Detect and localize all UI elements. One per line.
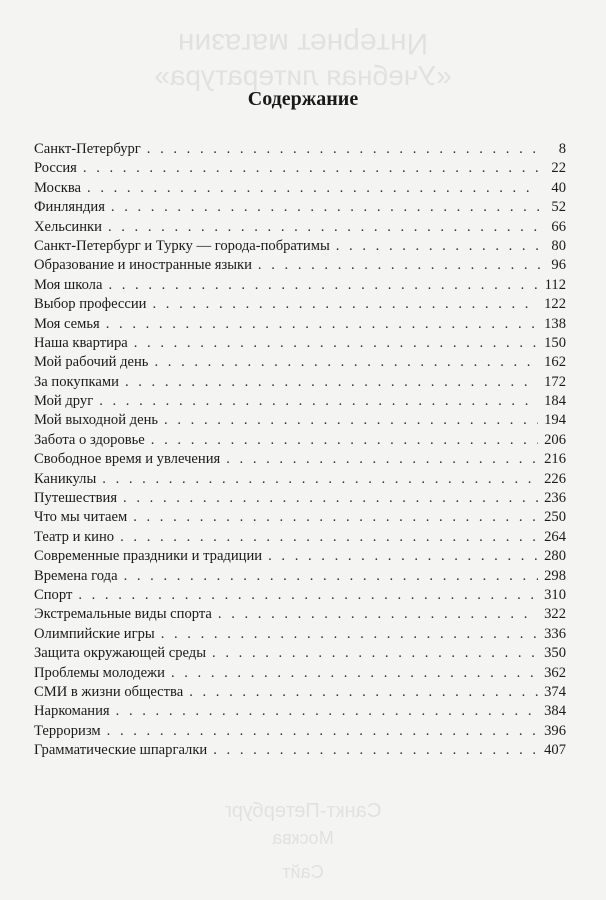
dot-leader: [268, 547, 538, 566]
toc-row: [34, 373, 566, 392]
toc-entry-page-number: 310: [544, 586, 566, 603]
toc-row: [34, 702, 566, 721]
toc-row: [34, 198, 566, 217]
dot-leader: [83, 159, 540, 178]
toc-entry-page-number: 194: [544, 412, 566, 429]
toc-entry-title: СМИ в жизни общества: [34, 683, 184, 700]
toc-entry-page-number: 264: [544, 528, 566, 545]
toc-entry-page-number: 52: [551, 199, 566, 216]
dot-leader: [78, 586, 538, 605]
dot-leader: [134, 334, 538, 353]
dot-leader: [99, 392, 538, 411]
bleed-through-line-1: Интернет магазин: [177, 27, 429, 60]
dot-leader: [106, 315, 538, 334]
toc-row: [34, 508, 566, 527]
dot-leader: [226, 450, 538, 469]
toc-entry-page-number: 250: [544, 509, 566, 526]
toc-row: [34, 218, 566, 237]
dot-leader: [218, 605, 538, 624]
toc-entry-page-number: 40: [551, 179, 566, 196]
toc-row: [34, 567, 566, 586]
toc-entry-page-number: 362: [544, 664, 566, 681]
toc-entry-title: Наша квартира: [34, 334, 128, 351]
bleed-through-line-3: Санкт-Петербург: [224, 800, 382, 822]
toc-row: [34, 450, 566, 469]
dot-leader: [171, 664, 538, 683]
toc-row: [34, 315, 566, 334]
dot-leader: [336, 237, 540, 256]
dot-leader: [164, 411, 538, 430]
toc-entry-title: Санкт-Петербург: [34, 140, 141, 157]
toc-entry-page-number: 66: [551, 218, 566, 235]
toc-row: [34, 489, 566, 508]
bleed-through-line-2: «Учебная литература»: [154, 60, 452, 91]
bleed-through-line-5: Сайт: [282, 862, 324, 882]
toc-row: [34, 741, 566, 760]
dot-leader: [120, 528, 538, 547]
dot-leader: [133, 508, 538, 527]
toc-row: [34, 470, 566, 489]
toc-entry-title: Защита окружающей среды: [34, 645, 207, 662]
dot-leader: [154, 353, 538, 372]
toc-row: [34, 276, 566, 295]
toc-entry-title: Свободное время и увлечения: [34, 451, 221, 468]
toc-entry-page-number: 374: [544, 683, 566, 700]
dot-leader: [125, 373, 538, 392]
dot-leader: [107, 722, 538, 741]
toc-entry-page-number: 236: [544, 490, 566, 507]
toc-row: [34, 683, 566, 702]
dot-leader: [108, 218, 540, 237]
toc-entry-page-number: 96: [551, 257, 566, 274]
toc-entry-page-number: 226: [544, 470, 566, 487]
dot-leader: [258, 256, 540, 275]
dot-leader: [102, 470, 538, 489]
toc-entry-title: Санкт-Петербург и Турку — города-побратимы: [34, 237, 330, 254]
toc-entry-title: Выбор профессии: [34, 296, 147, 313]
toc-entry-page-number: 112: [544, 276, 566, 293]
dot-leader: [124, 567, 539, 586]
dot-leader: [213, 741, 538, 760]
toc-entry-title: Образование и иностранные языки: [34, 257, 252, 274]
page-title: Содержание: [247, 88, 359, 110]
dot-leader: [108, 276, 538, 295]
toc-entry-page-number: 280: [544, 548, 566, 565]
toc-entry-page-number: 80: [551, 237, 566, 254]
toc-entry-title: Каникулы: [34, 470, 97, 487]
toc-entry-page-number: 336: [544, 625, 566, 642]
toc-entry-title: Современные праздники и традиции: [34, 548, 263, 565]
dot-leader: [111, 198, 540, 217]
toc-row: [34, 547, 566, 566]
toc-entry-title: Мой выходной день: [34, 412, 159, 429]
toc-entry-title: Терроризм: [34, 722, 101, 739]
toc-entry-page-number: 172: [544, 373, 566, 390]
toc-row: [34, 295, 566, 314]
toc-entry-title: Экстремальные виды спорта: [34, 606, 212, 623]
toc-entry-page-number: 350: [544, 645, 566, 662]
toc-entry-page-number: 122: [544, 296, 566, 313]
table-of-contents: [34, 140, 566, 761]
toc-row: [34, 664, 566, 683]
toc-entry-title: Хельсинки: [34, 218, 102, 235]
toc-entry-title: Россия: [34, 160, 77, 177]
toc-entry-title: Наркомания: [34, 703, 110, 720]
toc-entry-title: Времена года: [34, 567, 118, 584]
toc-entry-title: Что мы читаем: [34, 509, 128, 526]
toc-entry-title: Театр и кино: [34, 528, 115, 545]
dot-leader: [123, 489, 538, 508]
toc-row: [34, 392, 566, 411]
toc-entry-page-number: 216: [544, 451, 566, 468]
toc-entry-page-number: 162: [544, 354, 566, 371]
dot-leader: [147, 140, 540, 159]
toc-row: [34, 605, 566, 624]
dot-leader: [152, 295, 538, 314]
toc-row: [34, 159, 566, 178]
toc-entry-title: За покупками: [34, 373, 119, 390]
toc-entry-title: Моя семья: [34, 315, 100, 332]
toc-entry-title: Финляндия: [34, 199, 105, 216]
toc-row: [34, 140, 566, 159]
toc-row: [34, 586, 566, 605]
toc-entry-title: Забота о здоровье: [34, 431, 145, 448]
dot-leader: [87, 179, 540, 198]
dot-leader: [116, 702, 538, 721]
toc-row: [34, 256, 566, 275]
toc-row: [34, 644, 566, 663]
toc-entry-title: Моя школа: [34, 276, 103, 293]
toc-row: [34, 353, 566, 372]
toc-entry-page-number: 22: [551, 160, 566, 177]
toc-entry-page-number: 396: [544, 722, 566, 739]
toc-entry-title: Мой друг: [34, 393, 94, 410]
dot-leader: [161, 625, 538, 644]
toc-entry-page-number: 384: [544, 703, 566, 720]
toc-entry-page-number: 298: [544, 567, 566, 584]
toc-entry-title: Путешествия: [34, 490, 118, 507]
toc-row: [34, 334, 566, 353]
toc-entry-title: Спорт: [34, 586, 73, 603]
toc-entry-page-number: 138: [544, 315, 566, 332]
toc-entry-title: Мой рабочий день: [34, 354, 149, 371]
toc-row: [34, 411, 566, 430]
bleed-through-line-4: Москва: [272, 828, 334, 848]
toc-row: [34, 431, 566, 450]
dot-leader: [189, 683, 538, 702]
toc-entry-title: Проблемы молодежи: [34, 664, 165, 681]
dot-leader: [212, 644, 538, 663]
toc-entry-title: Москва: [34, 179, 82, 196]
toc-row: [34, 237, 566, 256]
toc-entry-title: Олимпийские игры: [34, 625, 155, 642]
dot-leader: [151, 431, 538, 450]
toc-entry-page-number: 407: [544, 742, 566, 759]
toc-entry-page-number: 8: [558, 140, 566, 157]
toc-row: [34, 528, 566, 547]
toc-entry-title: Грамматические шпаргалки: [34, 742, 208, 759]
toc-entry-page-number: 184: [544, 393, 566, 410]
toc-row: [34, 625, 566, 644]
toc-row: [34, 722, 566, 741]
toc-entry-page-number: 322: [544, 606, 566, 623]
toc-entry-page-number: 150: [544, 334, 566, 351]
toc-row: [34, 179, 566, 198]
toc-entry-page-number: 206: [544, 431, 566, 448]
